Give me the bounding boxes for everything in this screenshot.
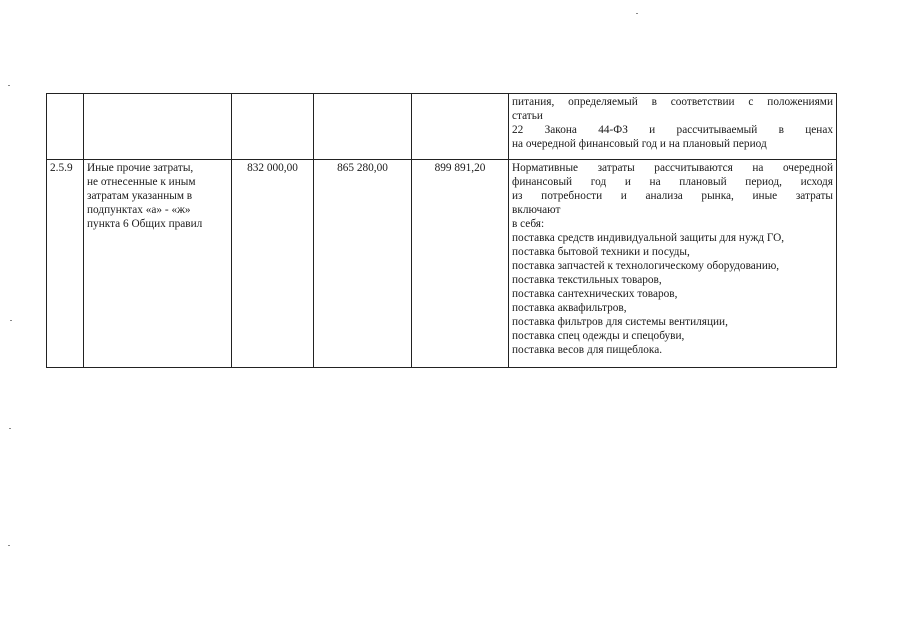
description-line: в себя:	[512, 218, 545, 230]
description-line: поставка весов для пищеблока.	[512, 344, 663, 356]
cell-number	[47, 94, 84, 160]
description-line: включают	[512, 204, 561, 216]
cell-value-3	[412, 94, 509, 160]
scan-speck	[10, 320, 12, 321]
name-line: пункта 6 Общих правил	[87, 218, 203, 230]
scan-speck	[9, 428, 11, 429]
scan-speck	[636, 13, 638, 14]
description-line: поставка запчастей к технологическому оборудованию,	[512, 260, 780, 272]
cell-value-2: 865 280,00	[314, 160, 412, 368]
description-line: поставка аквафильтров,	[512, 302, 627, 314]
description-line: 22 Закона 44-ФЗ и рассчитываемый в ценах	[512, 124, 833, 136]
cell-description	[509, 94, 837, 160]
description-line: статьи	[512, 110, 543, 122]
cell-value-1: 832 000,00	[232, 160, 314, 368]
description-line: на очередной финансовый год и на плановый период	[512, 138, 767, 150]
description-line: питания, определяемый в соответствии с положениями	[512, 96, 833, 108]
scan-speck	[8, 545, 10, 546]
cell-description	[509, 160, 837, 368]
description-line: поставка средств индивидуальной защиты для нужд ГО,	[512, 232, 785, 244]
cell-value-2	[314, 94, 412, 160]
name-line: не отнесенные к иным	[87, 176, 196, 188]
cell-value-3: 899 891,20	[412, 160, 509, 368]
description-line: финансовый год и на плановый период, исходя	[512, 176, 833, 188]
cell-name	[84, 94, 232, 160]
cost-table	[46, 93, 837, 368]
table-row	[47, 160, 837, 368]
scan-speck	[8, 85, 10, 86]
cell-number: 2.5.9	[47, 160, 84, 368]
description-line: Нормативные затраты рассчитываются на очередной	[512, 162, 833, 174]
name-line: затратам указанным в	[87, 190, 193, 202]
description-line: из потребности и анализа рынка, иные затраты	[512, 190, 833, 202]
name-line: подпунктах «а» - «ж»	[87, 204, 191, 216]
description-line: поставка бытовой техники и посуды,	[512, 246, 690, 258]
description-line: поставка фильтров для системы вентиляции,	[512, 316, 728, 328]
cell-name	[84, 160, 232, 368]
cell-value-1	[232, 94, 314, 160]
description-line: поставка сантехнических товаров,	[512, 288, 678, 300]
description-line: поставка спец одежды и спецобуви,	[512, 330, 685, 342]
name-line: Иные прочие затраты,	[87, 162, 194, 174]
table-row-continuation	[47, 94, 837, 160]
description-line: поставка текстильных товаров,	[512, 274, 662, 286]
